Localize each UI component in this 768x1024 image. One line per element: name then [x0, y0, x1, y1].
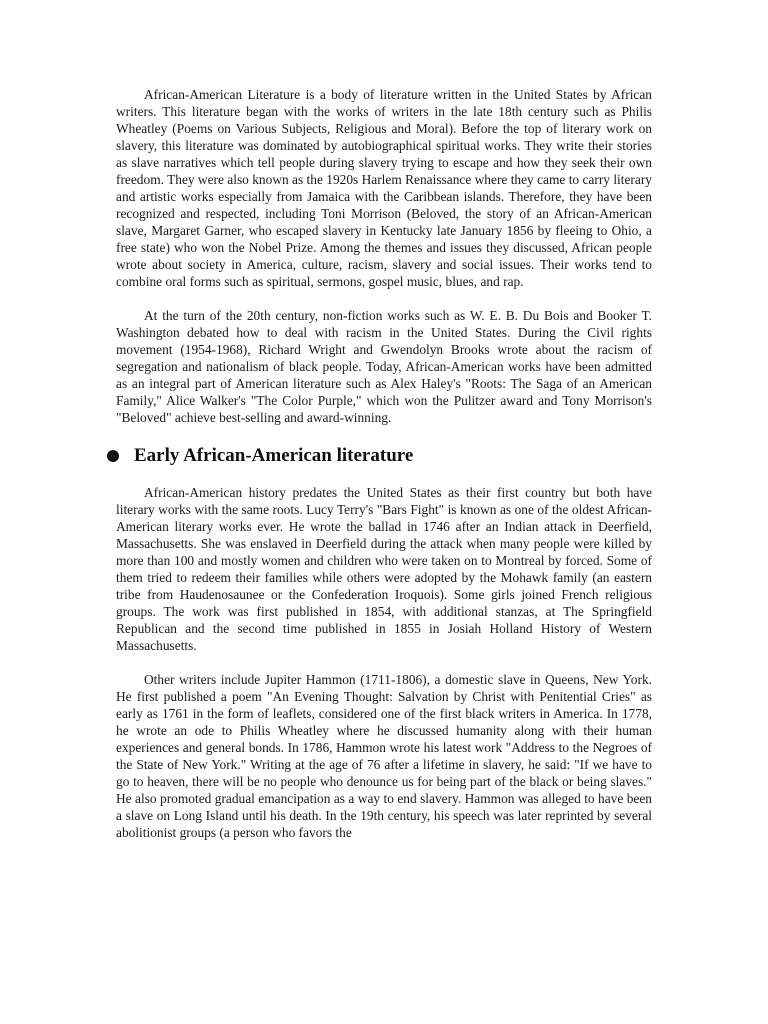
- section-heading: [107, 444, 652, 468]
- intro-paragraph-1: African-American Literature is a body of literature written in the United States by African writers. This literature began with the works of writers in the late 18th century such as Philis Wheatley (Poems on Various Subjects, Religious and Moral). Before the top of literary work on slavery, this literature was dominated by autobiographical spiritual works. They write their stories as slave narratives which tell people during slavery trying to escape and how they seek their own freedom. They were also known as the 1920s Harlem Renaissance where they came to carry literary and artistic works especially from Jamaica with the Caribbean islands. Therefore, they have been recognized and respected, including Toni Morrison (Beloved, the story of an African-American slave, Margaret Garner, who escaped slavery in Kentucky late January 1856 by fleeing to Ohio, a free state) who won the Nobel Prize. Among the themes and issues they discussed, African people wrote about society in America, culture, racism, slavery and social issues. Their works tend to combine oral forms such as spiritual, sermons, gospel music, blues, and rap.: [116, 87, 652, 289]
- early-literature-paragraph-2: Other writers include Jupiter Hammon (1711-1806), a domestic slave in Queens, New York. He first published a poem "An Evening Thought: Salvation by Christ with Penitential Cries" as early as 1761 in the form of leaflets, considered one of the first black writers in America. In 1778, he wrote an ode to Philis Wheatley where he discussed humanity along with their human experiences and general bonds. In 1786, Hammon wrote his latest work "Address to the Negroes of the State of New York." Writing at the age of 76 after a lifetime in slavery, he said: "If we have to go to heaven, there will be no people who denounce us for being part of the black or being slaves." He also promoted gradual emancipation as a way to end slavery. Hammon was alleged to have been a slave on Long Island until his death. In the 19th century, his speech was later reprinted by several abolitionist groups (a person who favors the: [116, 672, 652, 840]
- document-page: [116, 86, 652, 841]
- section-heading-text: Early African-American literature: [134, 445, 414, 466]
- intro-paragraph-2: At the turn of the 20th century, non-fiction works such as W. E. B. Du Bois and Booker T. Washington debated how to deal with racism in the United States. During the Civil rights movement (1954-1968), Richard Wright and Gwendolyn Brooks wrote about the racism of segregation and nationalism of black people. Today, African-American works have been admitted as an integral part of American literature such as Alex Haley's "Roots: The Saga of an American Family," Alice Walker's "The Color Purple," which won the Pulitzer award and Tony Morrison's "Beloved" achieve best-selling and award-winning.: [116, 308, 652, 425]
- early-literature-paragraph-1: African-American history predates the United States as their first country but both have literary works with the same roots. Lucy Terry's "Bars Fight" is known as one of the oldest African-American literary works ever. He wrote the ballad in 1746 after an Indian attack in Deerfield, Massachusetts. She was enslaved in Deerfield during the attack when many people were killed by more than 100 and mostly women and children who were taken on to Montreal by forced. Some of them tried to redeem their families while others were adopted by the Mohawk family (an eastern tribe from Haudenosaunee or the Confederation Iroquois). Some girls joined French religious groups. The work was first published in 1854, with additional stanzas, at The Springfield Republican and the second time published in 1855 in Josiah Holland History of Western Massachusetts.: [116, 485, 652, 653]
- bullet-icon: [107, 450, 119, 462]
